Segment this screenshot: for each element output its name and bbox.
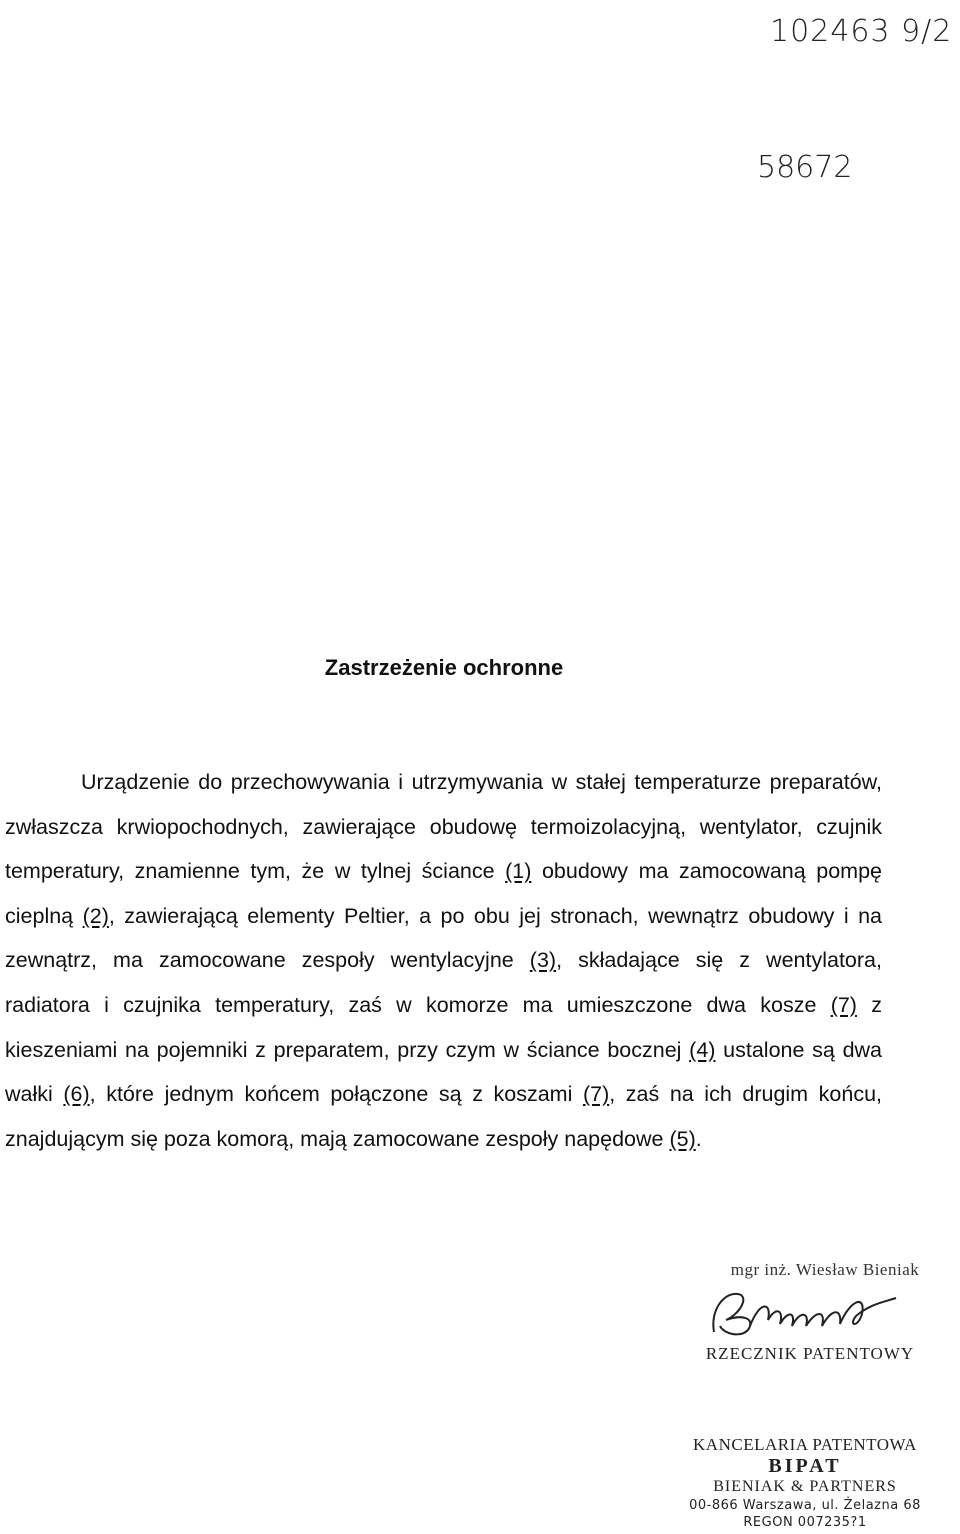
claim-text: , zaś na ich drugim końcu, znajdującym się poza komorą, mają zamocowane zespoły napędowe bbox=[5, 1082, 883, 1151]
stamp-address: 00-866 Warszawa, ul. Żelazna 68 bbox=[689, 1498, 921, 1513]
claim-text: obudowy ma zamocowaną pompę cieplną bbox=[5, 859, 882, 928]
stamp-brand: BIPAT bbox=[768, 1455, 842, 1477]
reference-numeral: (1) bbox=[505, 859, 532, 884]
stamp-partners: BIENIAK & PARTNERS bbox=[713, 1478, 897, 1495]
stamp-office-name: KANCELARIA PATENTOWA bbox=[693, 1435, 917, 1454]
attorney-seal bbox=[660, 1260, 960, 1364]
document-title: Zastrzeżenie ochronne bbox=[324, 655, 564, 680]
claim-text: ustalone są dwa wałki bbox=[5, 1037, 883, 1107]
claim-text: z kieszeniami na pojemniki z preparatem, przy czym w ściance bocznej bbox=[5, 992, 882, 1062]
claim-text: . bbox=[695, 1126, 702, 1151]
claim-text: , składające się z wentylatora, radiatora i czujnika temperatury, zaś w komorze ma umieszczone dwa kosze bbox=[5, 948, 882, 1017]
reference-numeral: (2) bbox=[82, 903, 109, 928]
reference-numeral: (5) bbox=[669, 1126, 696, 1151]
stamp-regon: REGON 007235?1 bbox=[743, 1515, 867, 1530]
claim-text: Urządzenie do przechowywania i utrzymywania w stałej temperaturze preparatów, zwłaszcza krwiopochodnych, zawierające obudowę termoizolacyjną, wentylator, czujnik temperatury, znamienne tym, że w tylnej ściance bbox=[5, 770, 882, 884]
claim-paragraph bbox=[5, 760, 882, 1161]
handwritten-number: 58672 bbox=[757, 150, 853, 185]
reference-numeral: (7) bbox=[830, 992, 857, 1017]
signature-image bbox=[680, 1280, 940, 1342]
reference-numeral: (7) bbox=[582, 1082, 610, 1107]
office-stamp bbox=[655, 1434, 955, 1531]
reference-numeral: (6) bbox=[63, 1082, 90, 1107]
claim-text: , zawierającą elementy Peltier, a po obu jej stronach, wewnątrz obudowy i na zewnątrz, ma zamocowane zespoły wentylacyjne bbox=[5, 903, 882, 973]
attorney-title: RZECZNIK PATENTOWY bbox=[705, 1344, 915, 1363]
claim-text: , które jednym końcem połączone są z koszami bbox=[89, 1082, 583, 1107]
reference-numeral: (4) bbox=[689, 1037, 716, 1062]
handwritten-reference: 102463 9/2 bbox=[770, 14, 953, 49]
reference-numeral: (3) bbox=[529, 948, 557, 973]
attorney-name: mgr inż. Wiesław Bieniak bbox=[730, 1260, 920, 1279]
